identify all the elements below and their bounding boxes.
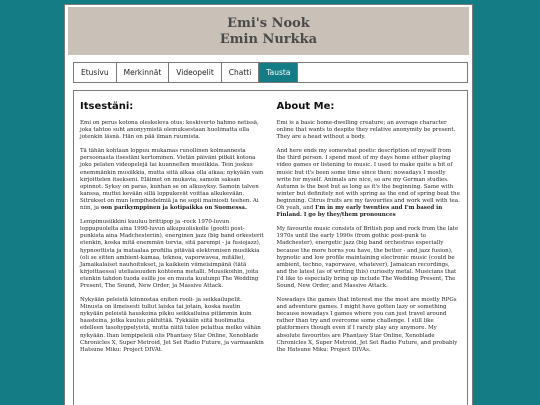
site-title-finnish: Emin Nurkka [219, 32, 318, 47]
paragraph-text: And here ends my somewhat poetic description of myself from the third person. I spend most of my days home either playing video games or listening to music. I used to make quite a bit of music but it's been some time since then; nowadays I mostly write for myself. Animals are nice, so are my German studies. Autumn is the best but as long as it's the beginning. Same with winter but definitely not with spring as the end of spring beat the beginning. Citrus fruits are my favourites and work well with tea. Oh yeah, and [276, 148, 460, 212]
english-heading: About Me: [276, 101, 335, 112]
paragraph: Nykyään peleistä kiinnostaa eniten rooli- ja seikkailupelit. Minusta on ilmeisesti tullut laiska tai jotain, koska nautin nykyään peleistä hauskoina pikku seikkailuina pitämmin kuin haasteina, jotka kuuluu päihittää. Tykkään siitä huolimatta edelleen tasohyppelyistä, mutta niitä tulee pelattua melko vähän nykyään. Ihan lempipeleiä olis Phantasy Star Online, Xenoblade Chronicles X, Super Metroid, Jet Set Radio Future, ja varmaankin Hatsune Miku: Project DIVAt. [80, 297, 264, 353]
paragraph: My favourite music consists of British pop and rock from the late 1970s until the early 1990s (from gothic post-punk to Madchester), energetic jazz (big band orchestras especially because the more horns you have, the better - and jazz fusion), hypnotic and low profile maintaining electronic music (could be ambient, techno, vaporwave, whatever), Jamaican recordings, and the latest (as of writing this) curiosity metal. Musicians that I'd like to especially bring up include The Wedding Present, The Sound, New Order, and Massive Attack. [276, 226, 459, 289]
main-content [73, 90, 468, 405]
paragraph [80, 148, 265, 212]
site-title: Emi's Nook [227, 16, 310, 31]
paragraph: Emi is a basic home-dwelling creature; an average character online that wants to despite they relative anonymity be present. They are a head without a body. [276, 120, 456, 141]
nav-item-videopelit[interactable]: Videopelit [169, 63, 222, 82]
paragraph: Lempimusiikkini kuuluu brittipop ja -rock 1970-luvun loppupuolelta aina 1990-luvun alkupuoliskolle (gootti post-punkista aina Madchesteriin), energinen jazz (big band orkesterit etenkin, koska mitä enemmän torvia, sitä parempi - ja fusiojazz), hypnoottista ja mataalaa profiilia pitävää elektronisen musiikkia (oli se sitten ambient-kamaa, teknoa, vaporwavea, mitälie), Jamaikalaiset nauhoitukset, ja kaikkein viimeisimpänä (tätä kirjoittaessa) uteliaisuuden kohteena metalli. Muusikoihin, joita etenkin tahdon tuoda esille jos en muuta kuulunpi The Wedding Present, The Sound, New Order, ja Massive Attack. [80, 219, 264, 289]
nav-item-tausta[interactable]: Tausta [259, 63, 298, 82]
paragraph: Emi on perus kotona oleskeleva otus; keskiverto hahmo netissä, joka tahtoo suht anonyymistä olemuksestaan huolimatta olla jotenkin läsnä. Hän on pää ilman ruumista. [80, 120, 259, 141]
paragraph: Nowadays the games that interest me the most are mostly RPGs and adventure games. I might have gotten lazy or something because nowadays I games where you can just travel around rather than try and overcome some challenge. I still like platformers though even if I rarely play any anymore. My absolute favourites are Phantasy Star Online, Xenoblade Chronicles X, Super Metroid, Jet Set Radio Future, and probably the Hatsune Miku: Project DIVAs. [276, 297, 458, 353]
paragraph-bold-text: I'm in my early twenties and I'm based in Finland. I go by they/them pronounces [276, 205, 443, 219]
nav-item-etusivu[interactable]: Etusivu [74, 63, 117, 82]
paragraph-text: Tä tähän kohtaan loppuu mukamas runollinen kolmannesta persoonasta itsestäni kertominen. Vietän päiväni pitkät kotona joko pelaten videopelejä tai kuunnellen musiikkia. Tein joskus enemmänkin musiikkia, mutta siitä alkaa olla aikaa; nykyään vain kirjoittelen itsekseni. Eläimet on mukavia, samoin saksan opinnot. Syksy on paras, kunhan se on alkusyksy. Samoin talven kanssa, muttei kevään sillä loppukevät voittaa alkukevään. Sitrukset on mun lempihedelmiä ja ne sopii mainiosti teehen. Ai niin, ja [80, 148, 264, 212]
paragraph-bold-text: oon parikymppinen ja kotipaikka on Suomessa. [100, 205, 247, 212]
finnish-heading: Itsestäni: [80, 101, 134, 112]
page-frame [64, 4, 473, 405]
nav-bar [73, 62, 468, 83]
nav-item-chatti[interactable]: Chatti [222, 63, 260, 82]
nav-item-merkinnat[interactable]: Merkinnät [117, 63, 170, 82]
finnish-column [80, 101, 265, 405]
english-column [277, 101, 462, 405]
site-header [68, 7, 469, 55]
paragraph [277, 148, 462, 219]
